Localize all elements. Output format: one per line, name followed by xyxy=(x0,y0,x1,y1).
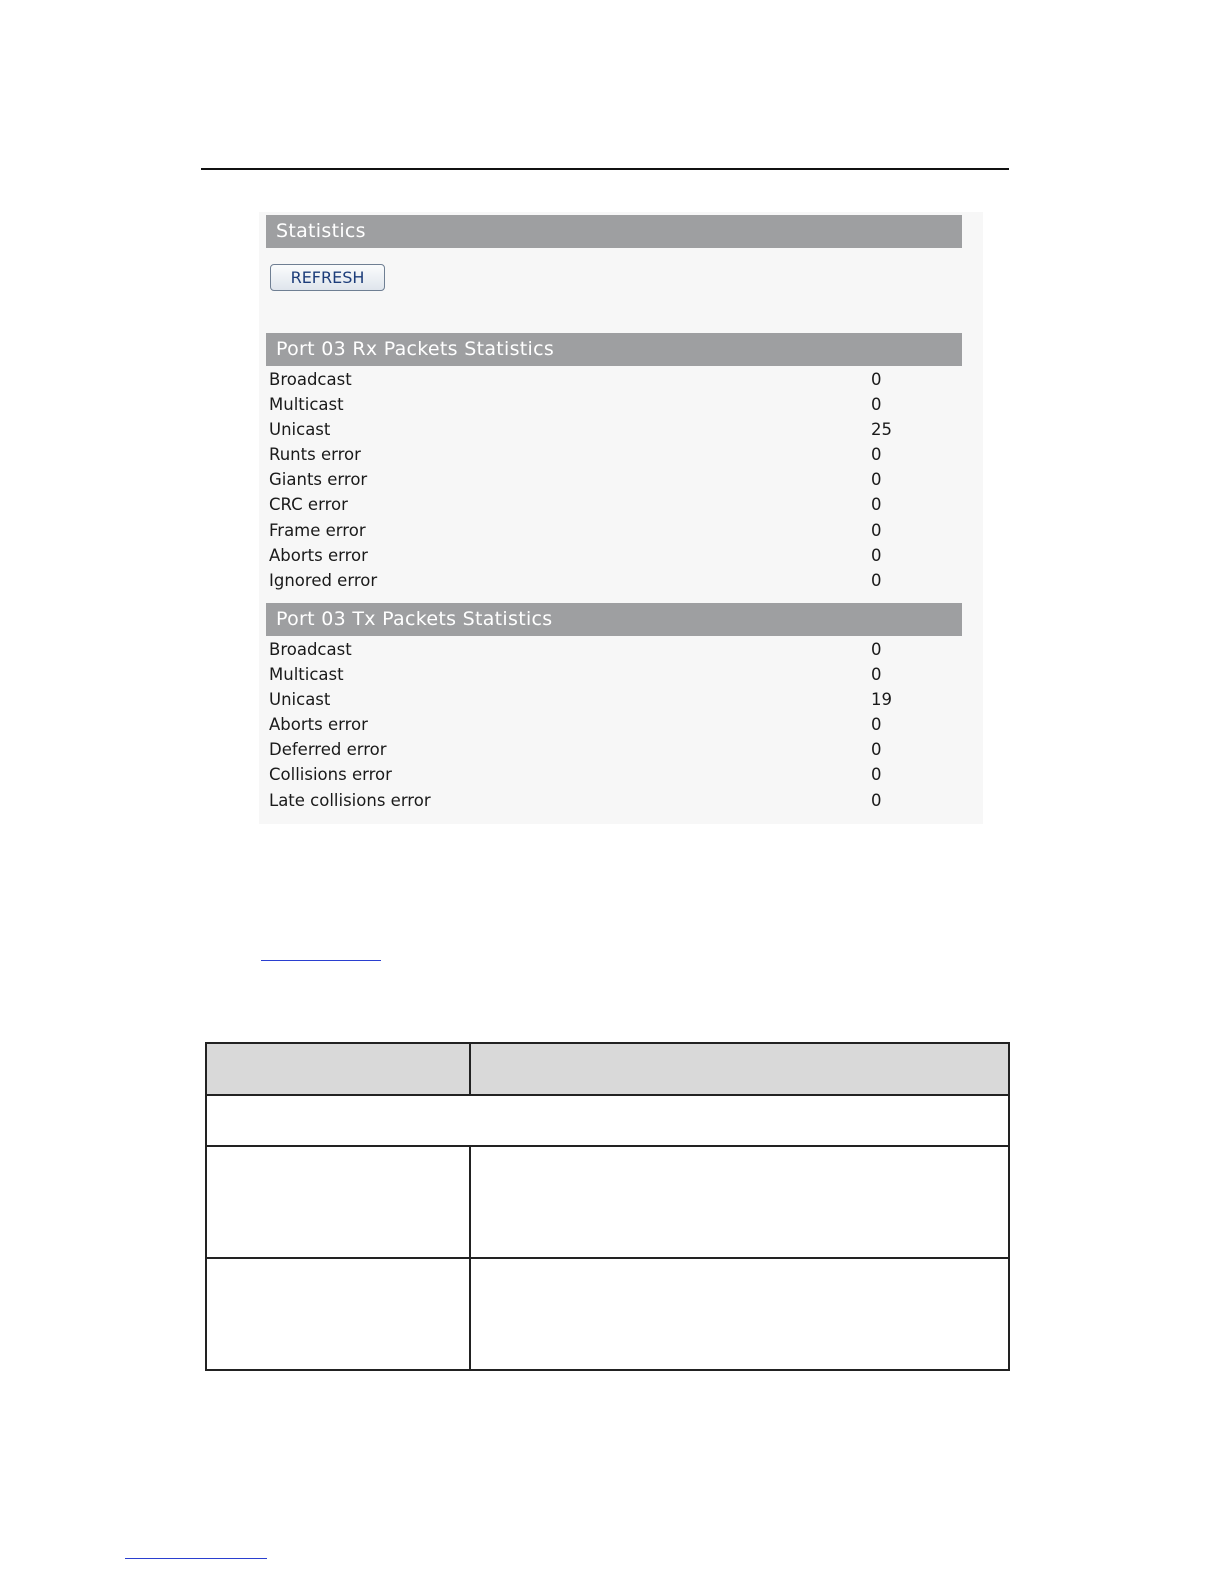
rx-label: Aborts error xyxy=(269,545,368,565)
rx-row xyxy=(266,417,962,442)
tx-value: 0 xyxy=(871,740,882,760)
rx-value: 0 xyxy=(871,470,882,490)
tx-value: 19 xyxy=(871,690,892,710)
rx-label: Giants error xyxy=(269,470,368,490)
table-header-row xyxy=(206,1043,1009,1095)
tx-value: 0 xyxy=(871,640,882,659)
footer-link-underline[interactable] xyxy=(125,1558,267,1559)
rx-label: Frame error xyxy=(269,520,366,540)
rx-row xyxy=(266,518,962,543)
rx-label: CRC error xyxy=(269,495,348,515)
tx-label: Late collisions error xyxy=(269,790,431,810)
rx-row xyxy=(266,543,962,568)
tx-value: 0 xyxy=(871,790,882,810)
table-header-cell xyxy=(470,1043,1009,1095)
tx-row xyxy=(266,637,962,662)
rx-value: 0 xyxy=(871,370,882,389)
table-cell xyxy=(470,1146,1009,1258)
refresh-button[interactable]: REFRESH xyxy=(270,264,385,291)
table-cell xyxy=(206,1258,470,1370)
tx-label: Multicast xyxy=(269,665,344,685)
rx-value: 0 xyxy=(871,395,882,415)
table-row xyxy=(206,1258,1009,1370)
tx-row xyxy=(266,788,962,813)
rx-row xyxy=(266,467,962,492)
tx-value: 0 xyxy=(871,765,882,785)
rx-row xyxy=(266,568,962,593)
tx-row xyxy=(266,712,962,737)
table-cell xyxy=(206,1095,1009,1146)
rx-value: 25 xyxy=(871,420,892,440)
rx-stats-list xyxy=(266,367,962,593)
link-underline[interactable] xyxy=(261,960,381,961)
tx-label: Aborts error xyxy=(269,715,368,735)
rx-label: Broadcast xyxy=(269,370,352,389)
rx-value: 0 xyxy=(871,520,882,540)
rx-label: Multicast xyxy=(269,395,344,415)
tx-label: Broadcast xyxy=(269,640,352,659)
tx-value: 0 xyxy=(871,715,882,735)
rx-value: 0 xyxy=(871,570,882,590)
rx-row xyxy=(266,392,962,417)
tx-section-title: Port 03 Tx Packets Statistics xyxy=(266,603,962,636)
table-row xyxy=(206,1095,1009,1146)
rx-value: 0 xyxy=(871,545,882,565)
table-row xyxy=(206,1146,1009,1258)
rx-label: Runts error xyxy=(269,445,361,465)
rx-value: 0 xyxy=(871,445,882,465)
tx-row xyxy=(266,662,962,687)
description-table xyxy=(205,1042,1010,1371)
rx-value: 0 xyxy=(871,495,882,515)
statistics-title: Statistics xyxy=(266,215,962,248)
rx-row xyxy=(266,367,962,392)
tx-row xyxy=(266,687,962,712)
tx-row xyxy=(266,762,962,787)
tx-label: Deferred error xyxy=(269,740,387,760)
rx-row xyxy=(266,492,962,517)
tx-stats-list xyxy=(266,637,962,813)
table-header-cell xyxy=(206,1043,470,1095)
table-cell xyxy=(470,1258,1009,1370)
tx-row xyxy=(266,737,962,762)
tx-label: Unicast xyxy=(269,690,331,710)
tx-label: Collisions error xyxy=(269,765,392,785)
tx-value: 0 xyxy=(871,665,882,685)
rx-row xyxy=(266,442,962,467)
rx-section-title: Port 03 Rx Packets Statistics xyxy=(266,333,962,366)
rx-label: Ignored error xyxy=(269,570,378,590)
header-rule xyxy=(201,168,1009,170)
rx-label: Unicast xyxy=(269,420,331,440)
table-cell xyxy=(206,1146,470,1258)
